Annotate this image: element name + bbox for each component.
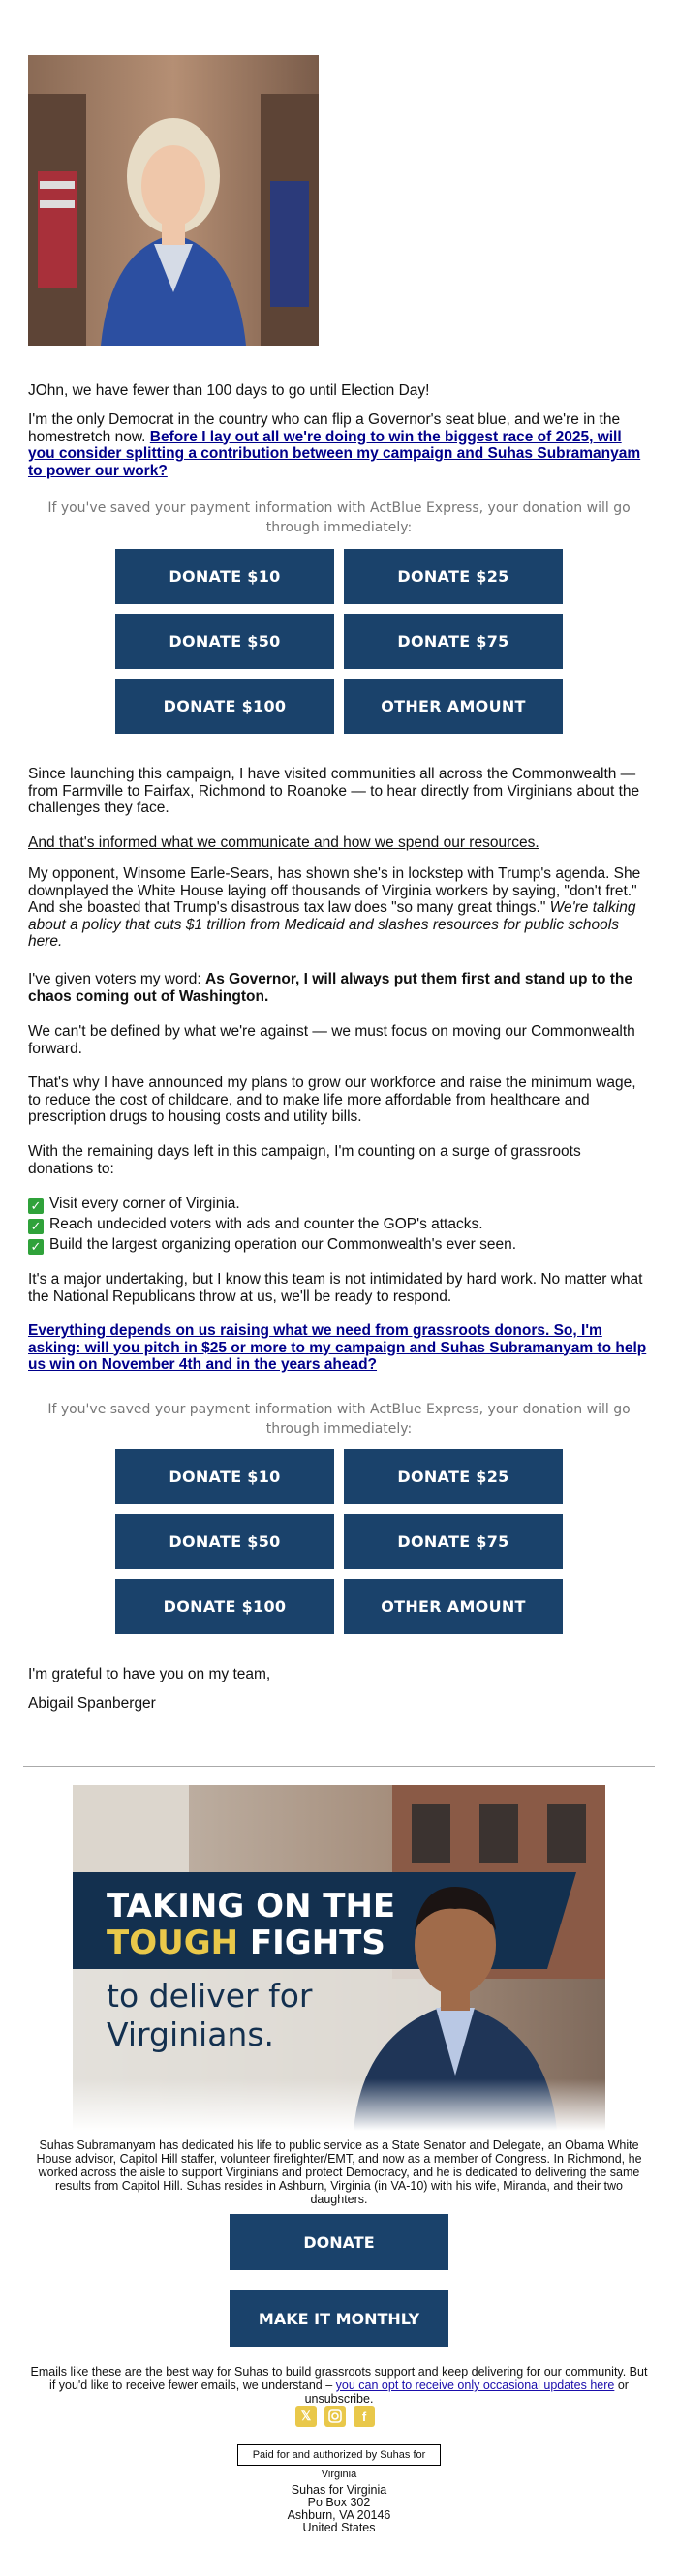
banner-line-1: TAKING ON THE	[107, 1887, 396, 1925]
banner-line-3: to deliver for	[107, 1977, 313, 2015]
donate-10-button[interactable]: DONATE $10	[115, 549, 334, 604]
donate-100-button[interactable]: DONATE $100	[115, 679, 334, 734]
banner-line-4: Virginians.	[107, 2015, 275, 2053]
donate-25-button[interactable]: DONATE $25	[344, 549, 563, 604]
checklist-item: ✓ Build the largest organizing operation our Commonwealth's ever seen.	[28, 1236, 650, 1257]
donate-75-button[interactable]: DONATE $75	[344, 614, 563, 669]
intro-donate-link[interactable]: Before I lay out all we're doing to win the biggest race of 2025, will you consider splitting a contribution between my campaign and Suhas Subramanyam to power our work?	[28, 428, 641, 479]
word-paragraph	[28, 971, 650, 1005]
campaign-paragraph: Since launching this campaign, I have visited communities all across the Commonwealth — from Farmville to Fairfax, Richmond to Roanoke — to hear directly from Virginians about the challenges they face.	[28, 766, 640, 816]
candidate-photo	[28, 55, 319, 346]
defined-paragraph: We can't be defined by what we're against — we must focus on moving our Commonwealth forward.	[28, 1023, 635, 1057]
footer-text: Emails like these are the best way for Suhas to build grassroots support and keep delivering for our community. But if you'd like to receive fewer emails, we understand –	[30, 2365, 648, 2392]
donate-50-button[interactable]: DONATE $50	[115, 1514, 334, 1569]
checklist-item: ✓ Visit every corner of Virginia.	[28, 1196, 650, 1216]
major-paragraph: It's a major undertaking, but I know this team is not intimidated by hard work. No matter what the National Republicans throw at us, we'll be ready to respond.	[28, 1271, 643, 1305]
word-text: I've given voters my word:	[28, 971, 201, 987]
other-amount-button[interactable]: OTHER AMOUNT	[344, 1579, 563, 1634]
check-icon: ✓	[28, 1219, 44, 1234]
mailing-address	[28, 2484, 650, 2534]
grateful-text: I'm grateful to have you on my team,	[28, 1666, 271, 1682]
signature: Abigail Spanberger	[28, 1695, 156, 1712]
express-note: If you've saved your payment information with ActBlue Express, your donation will go through immediately:	[47, 500, 631, 535]
opponent-text: My opponent, Winsome Earle-Sears, has shown she's in lockstep with Trump's agenda. She downplayed the White House laying off thousands of Virginia workers by saying, "don't fret." And she boasted that Trump's disastrous tax law does "so many great things."	[28, 865, 641, 916]
greeting: JOhn, we have fewer than 100 days to go until Election Day!	[28, 382, 430, 399]
facebook-icon[interactable]: f	[354, 2406, 375, 2427]
suhas-bio: Suhas Subramanyam has dedicated his life to public service as a State Senator and Delegate, an Obama White House advisor, Capitol Hill staffer, volunteer firefighter/EMT, and now as a member of Congress. In Richmond, he worked across the aisle to support Virginians and protect Democracy, and he is dedicated to delivering the same results from Capitol Hill. Suhas resides in Ashburn, Virginia (in VA-10) with his wife, Miranda, and their two daughters.	[36, 2138, 642, 2206]
banner-subhead	[107, 1977, 312, 2054]
checklist-item: ✓ Reach undecided voters with ads and counter the GOP's attacks.	[28, 1216, 650, 1236]
divider	[23, 1766, 655, 1767]
donate-100-button[interactable]: DONATE $100	[115, 1579, 334, 1634]
banner-line-2: TOUGH FIGHTS	[107, 1924, 385, 1962]
paid-for-box: Paid for and authorized by Suhas for Virginia	[237, 2444, 441, 2466]
address-line: Suhas for Virginia	[291, 2483, 387, 2497]
express-note-2: If you've saved your payment information with ActBlue Express, your donation will go through immediately:	[47, 1402, 631, 1437]
occasional-updates-link[interactable]: you can opt to receive only occasional updates here	[335, 2379, 615, 2392]
suhas-donate-button[interactable]: DONATE	[230, 2214, 448, 2270]
intro-paragraph	[28, 411, 650, 479]
closing-paragraph	[28, 1322, 650, 1374]
word-bold: As Governor, I will always put them first and stand up to the chaos coming out of Washington.	[28, 971, 632, 1005]
footer-unsubscribe	[28, 2365, 650, 2406]
footer-end: or unsubscribe.	[304, 2379, 629, 2406]
suhas-banner	[73, 1785, 605, 2131]
x-icon[interactable]: 𝕏	[295, 2406, 317, 2427]
other-amount-button[interactable]: OTHER AMOUNT	[344, 679, 563, 734]
donate-75-button[interactable]: DONATE $75	[344, 1514, 563, 1569]
instagram-icon[interactable]	[324, 2406, 346, 2427]
address-line: Ashburn, VA 20146	[287, 2508, 391, 2522]
donate-50-button[interactable]: DONATE $50	[115, 614, 334, 669]
check-icon: ✓	[28, 1198, 44, 1214]
informed-paragraph: And that's informed what we communicate and how we spend our resources.	[28, 834, 539, 851]
remaining-paragraph: With the remaining days left in this campaign, I'm counting on a surge of grassroots donations to:	[28, 1143, 581, 1177]
address-line: Po Box 302	[307, 2496, 371, 2509]
intro-text: I'm the only Democrat in the country who can flip a Governor's seat blue, and we're in the homestretch now.	[28, 411, 621, 445]
check-icon: ✓	[28, 1239, 44, 1255]
donate-25-button[interactable]: DONATE $25	[344, 1449, 563, 1504]
checklist	[28, 1196, 650, 1257]
banner-headline	[107, 1888, 395, 1961]
address-line: United States	[302, 2521, 376, 2534]
make-it-monthly-button[interactable]: MAKE IT MONTHLY	[230, 2290, 448, 2347]
plans-paragraph: That's why I have announced my plans to grow our workforce and raise the minimum wage, to reduce the cost of childcare, and to make life more affordable from healthcare and prescription drugs to housing costs and utility bills.	[28, 1075, 636, 1125]
donate-10-button[interactable]: DONATE $10	[115, 1449, 334, 1504]
closing-donate-link[interactable]: Everything depends on us raising what we need from grassroots donors. So, I'm asking: will you pitch in $25 or more to my campaign and Suhas Subramanyam to help us win on November 4th and in the years ahead?	[28, 1322, 647, 1373]
opponent-italic: We're talking about a policy that cuts $1 trillion from Medicaid and slashes resources for public schools here.	[28, 899, 636, 950]
opponent-paragraph	[28, 865, 650, 951]
